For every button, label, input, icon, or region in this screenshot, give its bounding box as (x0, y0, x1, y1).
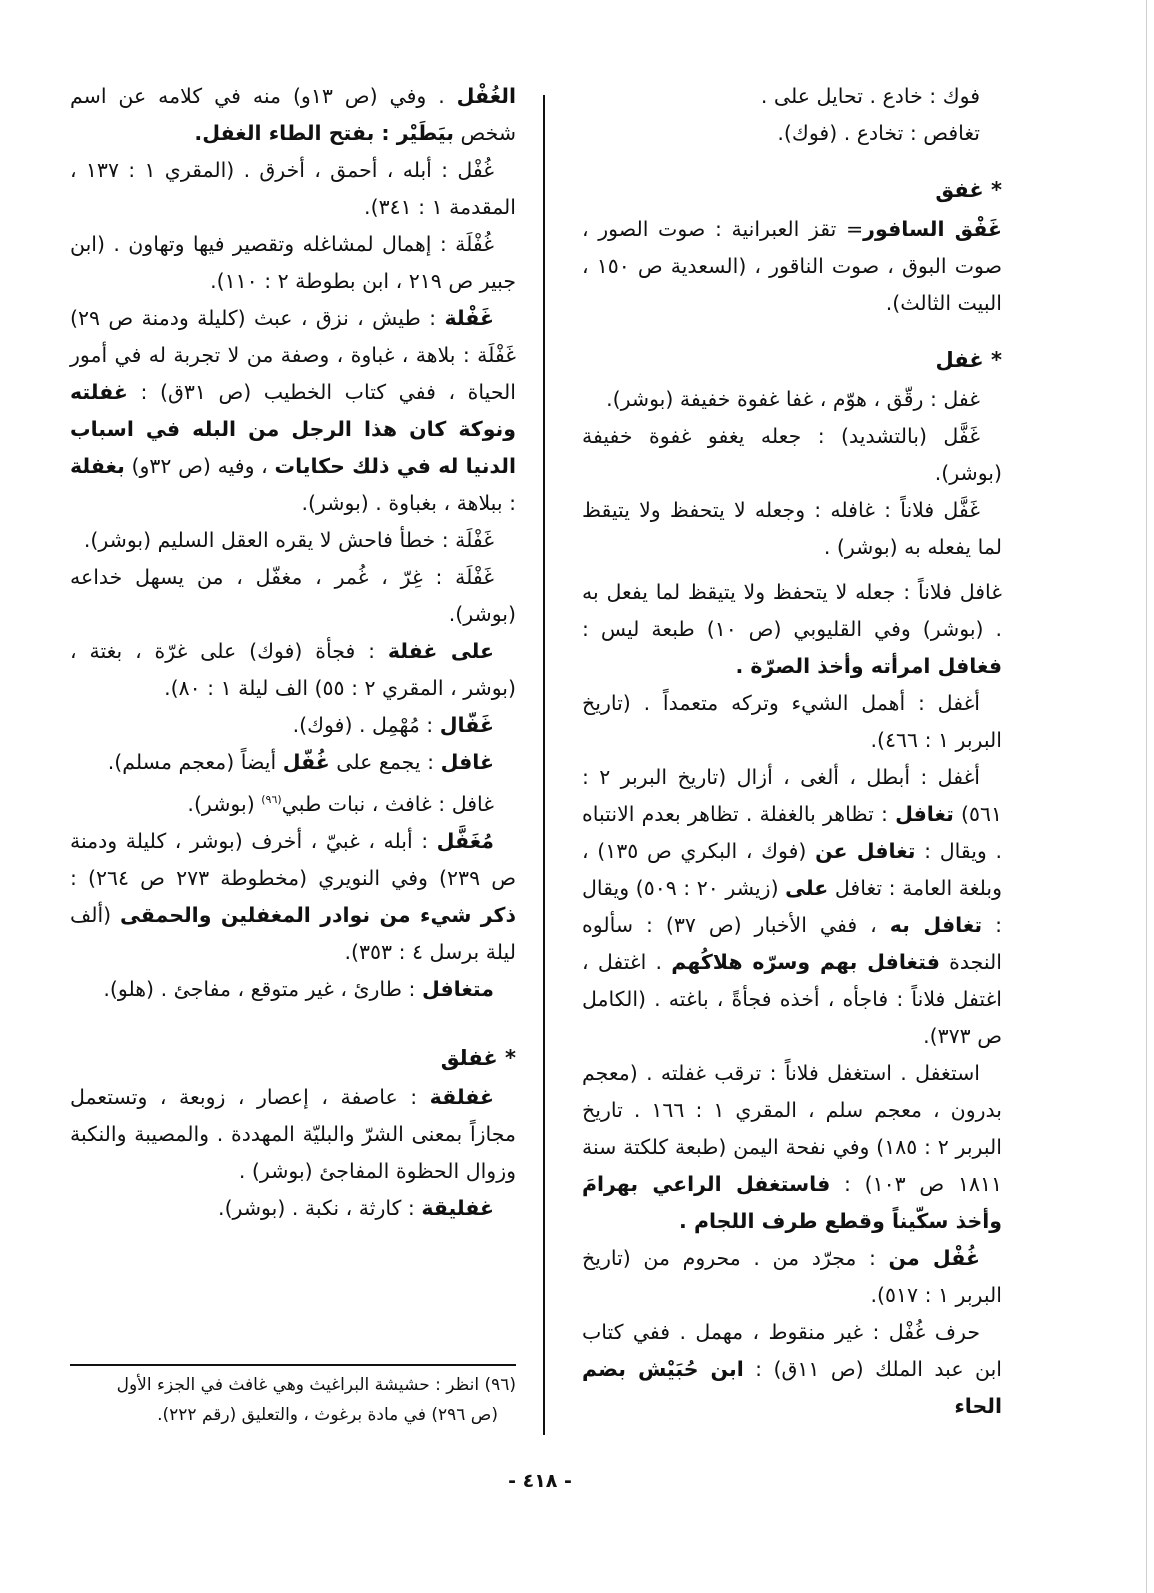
quotation: غفلته ونوكة كان هذا الرجل من البله في اسباب الدنيا له في ذلك حكايات (70, 380, 516, 478)
entry-body: : طارئ ، غير متوقع ، مفاجئ . (هلو). (103, 976, 416, 1001)
entry-body: أغفل : أبطل ، ألغى ، أزال (تاريخ البربر ٢ : ٥٦١) (582, 765, 1002, 826)
entry-body: (بوشر). (187, 791, 255, 816)
footnote-rule (70, 1364, 516, 1366)
footnote-line: (ص ٢٩٦) في مادة برغوث ، والتعليق (رقم ٢٢٢). (157, 1405, 498, 1425)
entry-text: غفل : رقّق ، هوّم ، غفا غفوة خفيفة (بوشر). (606, 387, 980, 411)
entry-text (70, 300, 516, 522)
entry-body: : فجأة (فوك) على غرّة ، بغتة ، (بوشر ، المقري ٢ : ٥٥) الف ليلة ١ : ٨٠). (70, 639, 516, 700)
entry-text (582, 211, 1002, 322)
quotation: ذكر شيء من نوادر المغفلين والحمقى (119, 902, 516, 927)
headword: تغافل (895, 802, 954, 826)
entry-body: ، ففي الأخبار (ص ٣٧) : سألوه النجدة (582, 913, 1002, 974)
entry-body: : أبله ، غبيّ ، أخرف (بوشر ، كليلة ودمنة ص ٢٣٩) وفي النويري (مخطوطة ٢٧٣ ص ٢٦٤) : (70, 828, 516, 890)
headword: غُفّل (282, 750, 330, 774)
entry-body: : تظاهر بالغفلة . تظاهر بعدم الانتباه . ويقال : (582, 802, 1002, 863)
headword: تغافل به (889, 913, 983, 937)
entry-text (582, 1314, 1002, 1425)
entry-text (582, 1240, 1002, 1314)
footnote (70, 1370, 516, 1430)
quotation: فاستغفل الراعي بهرامَ وأخذ سكّيناً وقطع طرف اللجام . (582, 1172, 1002, 1233)
entry-body: . اغتفل ، اغتفل فلاناً : فاجأه ، أخذه فجأةً ، باغته . (الكامل ص ٣٧٣). (582, 950, 1002, 1048)
entry-text: غَفْلَة : غِرّ ، غُمر ، مغفّل ، من يسهل خداعه (بوشر). (70, 565, 516, 626)
quotation: فتغافل بهم وسرّه هلاكُهم (671, 950, 940, 974)
entry-body: : ببلاهة ، بغباوة . (بوشر). (301, 491, 516, 515)
entry-body: استغفل . استغفل فلاناً : ترقب غفلته . (معجم بدرون ، معجم سلم ، المقري ١ : ١٦٦ . تاريخ البربر ٢ : ١٨٥) وفي نفحة اليمن (طبعة كلكتة سنة ١٨١١ ص ١٠٣) : (582, 1061, 1002, 1196)
page-edge (1146, 0, 1147, 1593)
entry-text (582, 759, 1002, 1055)
footnote-marker: (٩٦) (261, 793, 282, 806)
headword: غافل (440, 750, 494, 774)
entry-text (70, 1190, 516, 1227)
headword: تغافل عن (815, 839, 916, 863)
quotation: بيَطَيْر : بفتح الطاء الغفل. (194, 121, 454, 145)
entry-body: حرف غُفْل : غير منقوط ، مهمل . ففي كتاب ابن عبد الملك (ص ١١ق) : (582, 1320, 1002, 1381)
entry-text: غَفْلَة : خطأ فاحش لا يقره العقل السليم (بوشر). (83, 528, 494, 552)
headword: متغافل (421, 976, 494, 1001)
entry-body: غافل : غافث ، نبات طبي (281, 791, 494, 816)
entry-text (582, 1055, 1002, 1240)
entry-body: : عاصفة ، إعصار ، زوبعة ، وتستعمل مجازاً بمعنى الشرّ والبليّة المهددة . والمصيبة والنكبة وزوال الحظوة المفاجئ (بوشر) . (70, 1084, 516, 1183)
column-divider (543, 95, 545, 1435)
entry-text: فوك : خادع . تحايل على . (760, 84, 980, 108)
entry-text (70, 1079, 516, 1190)
headword: على غفلة (387, 639, 494, 663)
headword: غُفْل من (888, 1246, 980, 1270)
entry-text: غُفْلَة : إهمال لمشاغله وتقصير فيها وتهاون . (ابن جبير ص ٢١٩ ، ابن بطوطة ٢ : ١١٠). (70, 232, 516, 293)
quotation: فغافل امرأته وأخذ الصرّة . (735, 654, 1002, 678)
entry-text: غُفْل : أبله ، أحمق ، أخرق . (المقري ١ : ١٣٧ ، المقدمة ١ : ٣٤١). (70, 158, 516, 219)
headword: غفلقة (429, 1084, 494, 1109)
entry-body: : كارثة ، نكبة . (بوشر). (218, 1195, 415, 1220)
headword: غَفْق السافور (863, 217, 1002, 241)
entry-body: (زيشر ٢٠ : ٥٠٩) ويقال : (582, 876, 1002, 937)
entry-text: أغفل : أهمل الشيء وتركه متعمداً . (تاريخ البربر ١ : ٤٦٦). (582, 691, 1002, 752)
headword: على (785, 876, 829, 900)
page-number: - ٤١٨ - (508, 1470, 572, 1492)
entry-text (70, 707, 516, 744)
headword: غَفْلة (444, 306, 494, 330)
entry-text (582, 574, 1002, 685)
entry-body: (فوك ، البكري ص ١٣٥) ، وبلغة العامة : تغافل (582, 839, 1002, 900)
entry-text (70, 823, 516, 971)
quotation: ابن حُبَيْش بضم الحاء (582, 1357, 1002, 1418)
entry-body: (ألف ليلة برسل ٤ : ٣٥٣). (70, 902, 516, 964)
headword: مُغَفَّل (436, 828, 494, 853)
entry-text: غَفَّل (بالتشديد) : جعله يغفو غفوة خفيفة (بوشر). (582, 424, 1002, 485)
headword: الغُفْل (456, 84, 516, 108)
entry-text (70, 78, 516, 152)
entry-text: غَفَّل فلاناً : غافله : وجعله لا يتحفظ ولا يتيقظ لما يفعله به (بوشر) . (582, 498, 1002, 559)
headword: غفليقة (421, 1195, 494, 1220)
entry-body: أيضاً (معجم مسلم). (107, 750, 277, 774)
entry-body: : مجرّد من . محروم من (تاريخ البربر ١ : ٥١٧). (582, 1246, 1002, 1307)
root-heading-ghflq: * غفلق (440, 1045, 516, 1070)
entry-body: ، وفيه (ص ٣٢و) (131, 454, 268, 478)
entry-body: = تقز العبرانية : صوت الصور ، صوت البوق ، صوت الناقور ، (السعدية ص ١٥٠ ، البيت الثالث). (582, 217, 1002, 315)
headword: غَفّال (439, 713, 494, 737)
entry-body: : مُهْمِل . (فوك). (292, 713, 434, 737)
root-heading-ghfl: * غفل (935, 348, 1002, 372)
entry-text (70, 971, 516, 1008)
entry-body: غافل فلاناً : جعله لا يتحفظ ولا يتيقظ لما يفعل به . (بوشر) وفي القليوبي (ص ١٠) طبعة ليس : (582, 580, 1002, 641)
entry-body: : يجمع على (336, 750, 435, 774)
entry-text (70, 633, 516, 707)
entry-text (70, 744, 516, 781)
entry-text: تغافص : تخادع . (فوك). (777, 121, 980, 145)
root-heading-ghfq: * غفق (935, 178, 1002, 202)
left-column (70, 78, 516, 1227)
entry-body: : طيش ، نزق ، عبث (كليلة ودمنة ص ٢٩) غَفْلَة : بلاهة ، غباوة ، وصفة من لا تجربة له في أمور الحياة ، ففي كتاب الخطيب (ص ٣١ق) : (70, 306, 517, 404)
entry-text (70, 781, 516, 823)
footnote-line: (٩٦) انظر : حشيشة البراغيث وهي غافث في الجزء الأول (116, 1375, 516, 1395)
entry-body: . وفي (ص ١٣و) منه في كلامه عن اسم شخص (70, 84, 516, 145)
headword: بغفلة (70, 454, 125, 478)
right-column (582, 78, 1002, 1425)
